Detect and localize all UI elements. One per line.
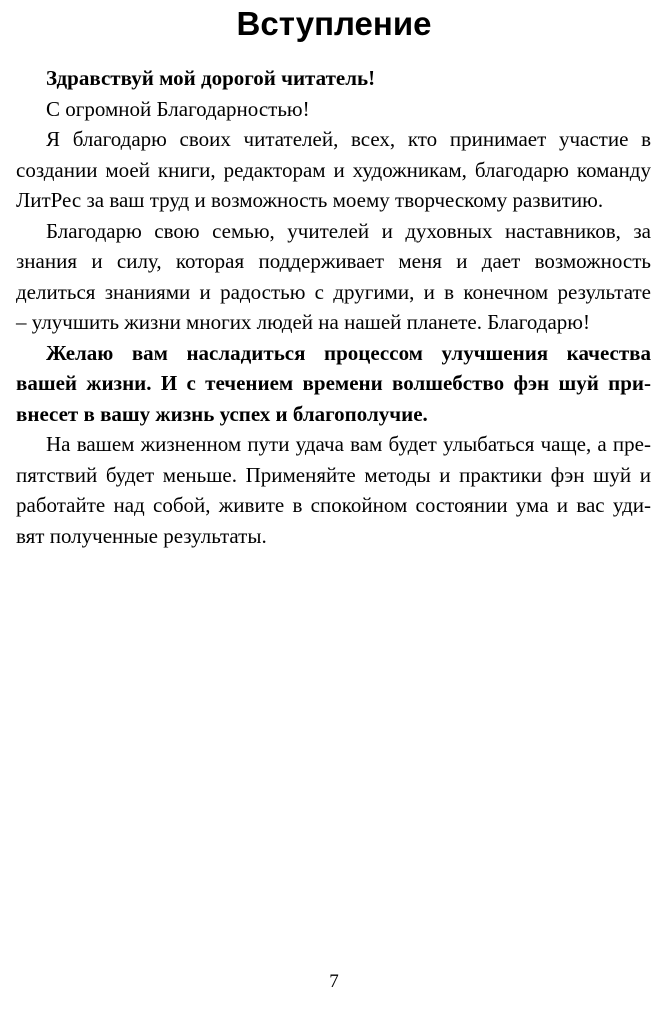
text-line: знания и силу, которая поддерживает меня и дает возможность [16,249,651,273]
wish-paragraph [16,338,651,430]
text-line: работайте над собой, живите в спокойном состоянии ума и вас уди- [16,493,651,517]
thanks-readers-paragraph [16,124,651,216]
text-line: создании моей книги, редакторам и художникам, благодарю команду [16,157,651,182]
text-line: С огромной Благодарностью! [46,96,310,121]
text-line: Здравствуй мой дорогой читатель! [46,66,376,90]
text-line: Благодарю свою семью, учителей и духовных наставников, за [46,218,651,243]
greeting-paragraph [16,63,651,94]
text-line: – улучшить жизни многих людей на нашей планете. Благодарю! [16,310,590,334]
life-path-paragraph [16,429,651,551]
gratitude-heading-paragraph [16,94,651,125]
text-line: ЛитРес за ваш труд и возможность моему творческому развитию. [16,188,604,212]
text-line: вашей жизни. И с течением времени волшебство фэн шуй при- [16,371,651,395]
chapter-body [16,63,651,551]
text-line: Желаю вам насладиться процессом улучшения качества [46,340,651,365]
text-line: внесет в вашу жизнь успех и благополучие. [16,401,428,426]
text-line: Я благодарю своих читателей, всех, кто принимает участие в [46,127,651,151]
text-line: вят полученные результаты. [16,523,267,548]
page-number: 7 [329,971,339,992]
text-line: делиться знаниями и радостью с другими, и в конечном результате [16,279,651,304]
thanks-family-paragraph [16,216,651,338]
chapter-title: Вступление [236,5,432,42]
text-line: пятствий будет меньше. Применяйте методы и практики фэн шуй и [16,462,651,487]
text-line: На вашем жизненном пути удача вам будет улыбаться чаще, а пре- [46,432,651,456]
